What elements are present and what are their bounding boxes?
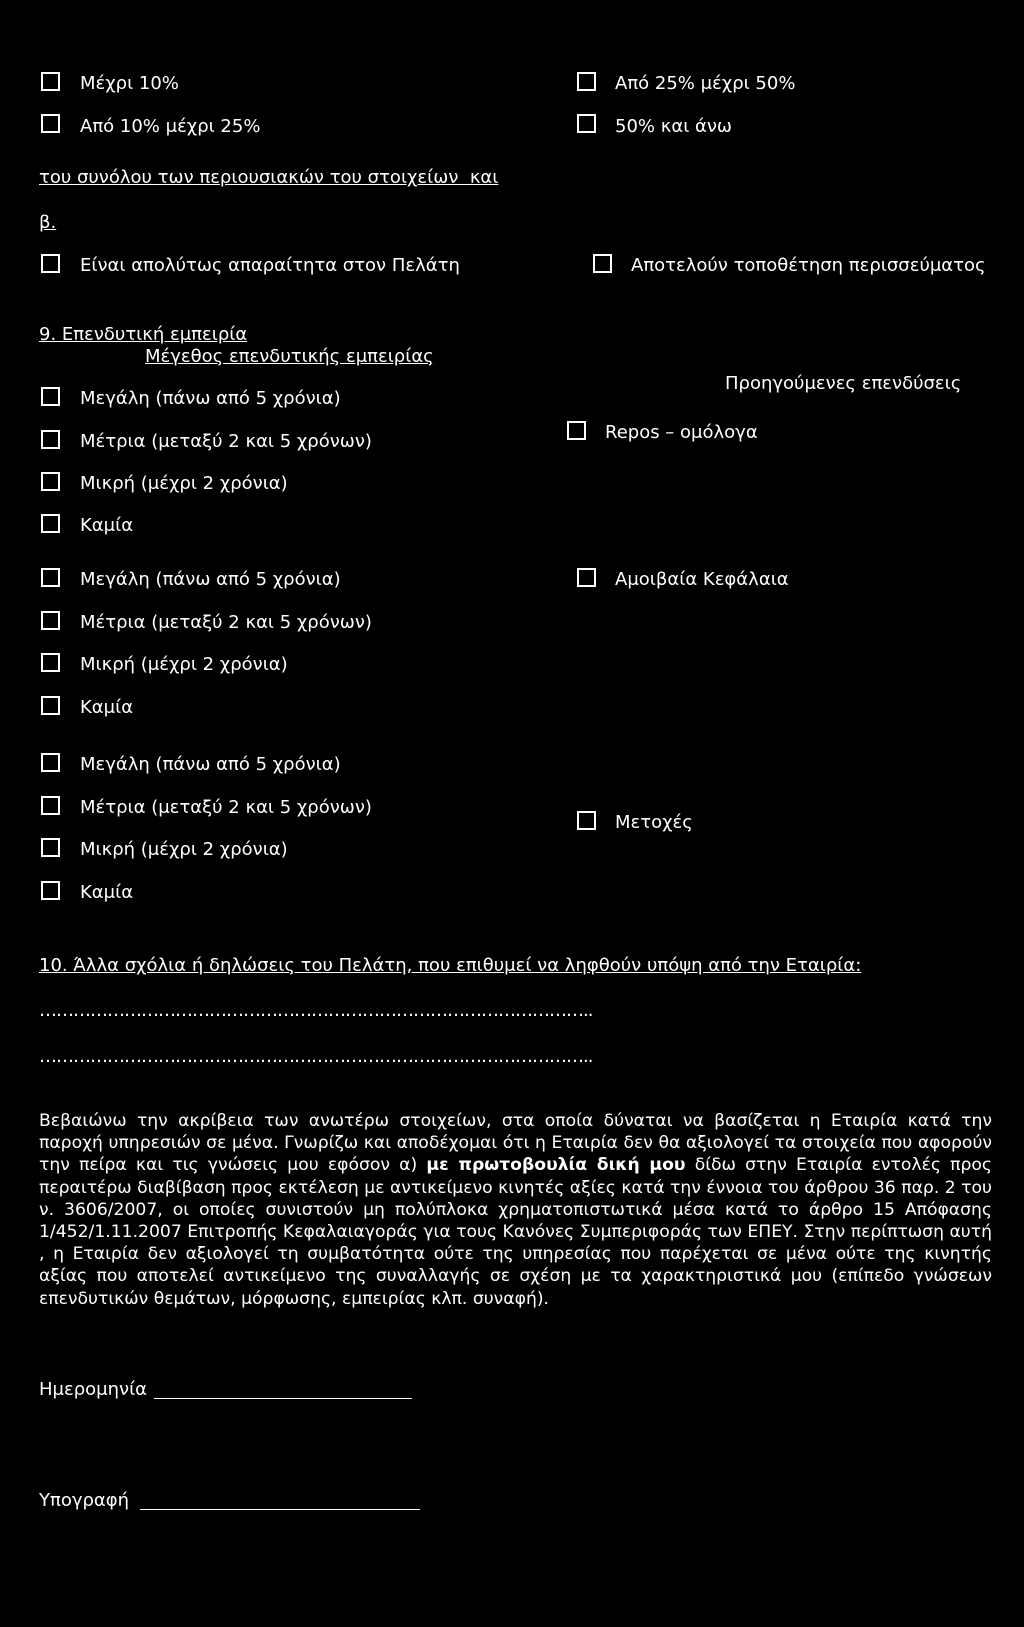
label-level-medium: Μέτρια (μεταξύ 2 και 5 χρόνων)	[80, 797, 372, 818]
checkbox-surplus-placement[interactable]	[593, 254, 612, 273]
declaration-paragraph	[39, 1110, 992, 1310]
q10-title: 10. Άλλα σχόλια ή δηλώσεις του Πελάτη, που επιθυμεί να ληφθούν υπόψη από την Εταιρία:	[39, 955, 862, 976]
checkbox-repos-bonds[interactable]	[567, 421, 586, 440]
declaration-text-2: δίδω στην Εταιρία εντολές προς περαιτέρω διαβίβαση προς εκτέλεση με αντικείμενο κινητές αξίες κατά την έννοια του άρθρου 36 παρ. 2 του ν. 3606/2007, οι οποίες συνιστούν μη πολύπλοκα χρηματοπιστωτικά μέσα κατά το άρθρο 15 Απόφασης 1/452/1.11.2007 Επιτροπής Κεφαλαιαγοράς για τους Κανόνες Συμπεριφοράς των ΕΠΕΥ. Στην περίπτωση αυτή , η Εταιρία δεν αξιολογεί τη συμβατότητα ούτε της υπηρεσίας που παρέχεται σε μένα ούτε της κινητής αξίας που αποτελεί αντικείμενο της συναλλαγής σε σχέση με τα χαρακτηριστικά μου (επίπεδο γνώσεων επενδυτικών θεμάτων, μόρφωσης, εμπειρίας κλπ. συναφή).	[39, 1155, 992, 1309]
signature-field[interactable]	[140, 1509, 420, 1510]
checkbox-50-plus[interactable]	[577, 114, 596, 133]
declaration-bold-text: με πρωτοβουλία δική μου	[426, 1155, 686, 1176]
label-level-large: Μεγάλη (πάνω από 5 χρόνια)	[80, 388, 341, 409]
checkbox-stocks-small[interactable]	[41, 838, 60, 857]
label-level-large: Μεγάλη (πάνω από 5 χρόνια)	[80, 754, 341, 775]
checkbox-funds-none[interactable]	[41, 696, 60, 715]
checkbox-10-to-25[interactable]	[41, 114, 60, 133]
checkbox-up-to-10[interactable]	[41, 72, 60, 91]
checkbox-stocks[interactable]	[577, 811, 596, 830]
label-up-to-10: Μέχρι 10%	[80, 73, 179, 94]
label-level-none: Καμία	[80, 882, 134, 903]
checkbox-25-to-50[interactable]	[577, 72, 596, 91]
checkbox-funds-small[interactable]	[41, 653, 60, 672]
date-label: Ημερομηνία	[39, 1379, 148, 1400]
label-25-to-50: Από 25% μέχρι 50%	[615, 73, 796, 94]
checkbox-repos-small[interactable]	[41, 472, 60, 491]
checkbox-stocks-none[interactable]	[41, 881, 60, 900]
section-b-label: β.	[39, 212, 57, 233]
comments-line-1[interactable]: ……………………………………………………………………………………..	[39, 1000, 593, 1021]
previous-investments-header: Προηγούμενες επενδύσεις	[725, 373, 962, 394]
total-assets-text: του συνόλου των περιουσιακών του στοιχείων και	[39, 167, 499, 188]
label-surplus-placement: Αποτελούν τοποθέτηση περισσεύματος	[631, 255, 986, 276]
signature-label: Υπογραφή	[39, 1490, 130, 1511]
date-field[interactable]	[154, 1398, 412, 1399]
label-stocks: Μετοχές	[615, 812, 693, 833]
label-50-plus: 50% και άνω	[615, 116, 733, 137]
checkbox-stocks-large[interactable]	[41, 753, 60, 772]
experience-size-header: Μέγεθος επενδυτικής εμπειρίας	[145, 346, 434, 367]
checkbox-funds-medium[interactable]	[41, 611, 60, 630]
label-level-small: Μικρή (μέχρι 2 χρόνια)	[80, 473, 288, 494]
label-level-medium: Μέτρια (μεταξύ 2 και 5 χρόνων)	[80, 431, 372, 452]
label-level-none: Καμία	[80, 697, 134, 718]
label-10-to-25: Από 10% μέχρι 25%	[80, 116, 261, 137]
label-level-medium: Μέτρια (μεταξύ 2 και 5 χρόνων)	[80, 612, 372, 633]
label-level-small: Μικρή (μέχρι 2 χρόνια)	[80, 839, 288, 860]
label-level-none: Καμία	[80, 515, 134, 536]
checkbox-repos-medium[interactable]	[41, 430, 60, 449]
label-level-large: Μεγάλη (πάνω από 5 χρόνια)	[80, 569, 341, 590]
label-mutual-funds: Αμοιβαία Κεφάλαια	[615, 569, 789, 590]
q9-title: 9. Επενδυτική εμπειρία	[39, 324, 248, 345]
checkbox-stocks-medium[interactable]	[41, 796, 60, 815]
checkbox-funds-large[interactable]	[41, 568, 60, 587]
checkbox-absolutely-necessary[interactable]	[41, 254, 60, 273]
checkbox-repos-none[interactable]	[41, 514, 60, 533]
comments-line-2[interactable]: ……………………………………………………………………………………..	[39, 1046, 593, 1067]
label-level-small: Μικρή (μέχρι 2 χρόνια)	[80, 654, 288, 675]
label-repos-bonds: Repos – ομόλογα	[605, 422, 758, 443]
checkbox-repos-large[interactable]	[41, 387, 60, 406]
checkbox-mutual-funds[interactable]	[577, 568, 596, 587]
declaration-text-1: Βεβαιώνω την ακρίβεια των ανωτέρω στοιχείων, στα οποία δύναται να βασίζεται η Εταιρία κατά την παροχή υπηρεσιών σε μένα. Γνωρίζω και αποδέχομαι ότι η Εταιρία δεν θα αξιολογεί τα στοιχεία που αφορούν την πείρα και τις γνώσεις μου εφόσον α)	[39, 1111, 992, 1176]
label-absolutely-necessary: Είναι απολύτως απαραίτητα στον Πελάτη	[80, 255, 460, 276]
